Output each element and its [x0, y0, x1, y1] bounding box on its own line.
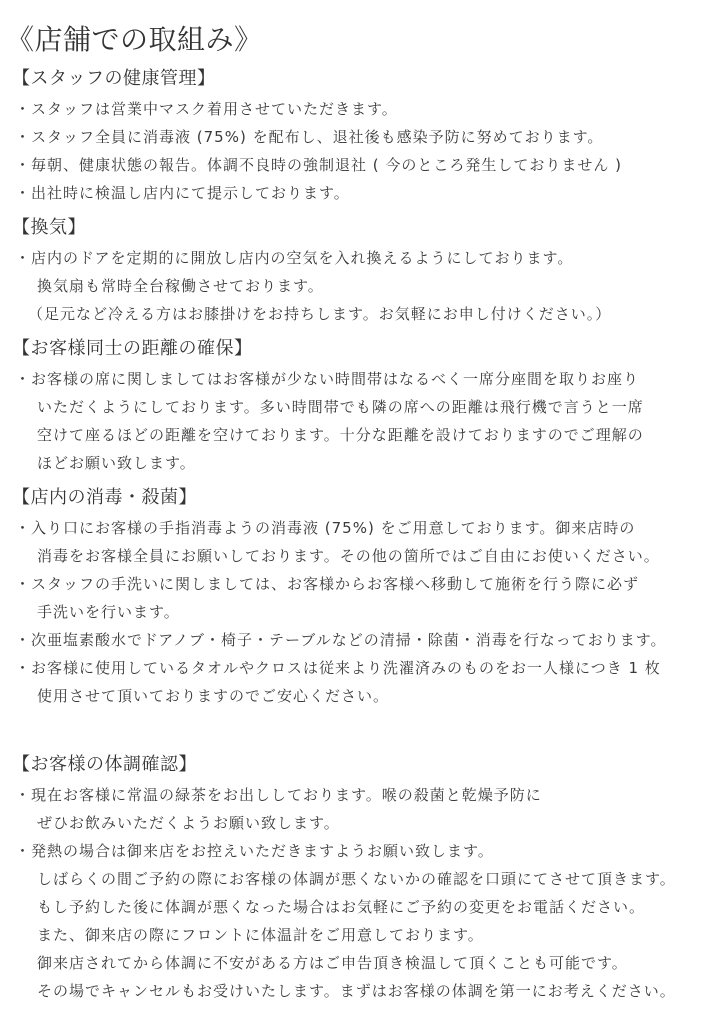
- section-heading-distancing: 【お客様同士の距離の確保】: [12, 338, 253, 359]
- continuation-line: 換気扇も常時全台稼働させております。: [37, 277, 324, 295]
- section-disinfection: [0, 481, 704, 710]
- continuation-line: （足元など冷える方はお膝掛けをお持ちします。お気軽にお申し付けください。）: [28, 305, 612, 323]
- section-heading-health-check: 【お客様の体調確認】: [12, 754, 197, 775]
- section-staff-health: [0, 62, 704, 207]
- continuation-line: しばらくの間ご予約の際にお客様の体調が悪くないかの確認を口頭にてさせて頂きます。: [37, 870, 676, 888]
- continuation-line: その場でキャンセルもお受けいたします。まずはお客様の体調を第一にお考えください。: [37, 982, 676, 1000]
- continuation-line: 消毒をお客様全員にお願いしております。その他の箇所ではご自由にお使いください。: [37, 547, 660, 565]
- section-health-check: [0, 748, 704, 1005]
- bullet-line: ・スタッフの手洗いに関しましては、お客様からお客様へ移動して施術を行う際に必ず: [15, 575, 640, 593]
- continuation-line: また、御来店の際にフロントに体温計をご用意しております。: [37, 926, 484, 944]
- bullet-line: ・店内のドアを定期的に開放し店内の空気を入れ換えるようにしております。: [15, 249, 574, 267]
- bullet-line: ・入り口にお客様の手指消毒ようの消毒液 (75%) をご用意しております。御来店時の: [15, 519, 636, 537]
- bullet-line: ・毎朝、健康状態の報告。体調不良時の強制退社 ( 今のところ発生しておりません ): [15, 156, 623, 174]
- bullet-line: ・スタッフ全員に消毒液 (75%) を配布し、退社後も感染予防に努めております。: [15, 128, 604, 146]
- section-heading-staff-health: 【スタッフの健康管理】: [12, 68, 216, 89]
- page-title: 《店舗での取組み》: [6, 23, 263, 56]
- section-distancing: [0, 332, 704, 477]
- continuation-line: 手洗いを行います。: [37, 603, 180, 621]
- bullet-line: ・次亜塩素酸水でドアノブ・椅子・テーブルなどの清掃・除菌・消毒を行なっております。: [15, 631, 667, 649]
- bullet-line: ・スタッフは営業中マスク着用させていただきます。: [15, 100, 398, 118]
- continuation-line: ほどお願い致します。: [37, 454, 196, 472]
- section-heading-ventilation: 【換気】: [12, 217, 86, 238]
- continuation-line: 空けて座るほどの距離を空けております。十分な距離を設けておりますのでご理解の: [37, 426, 644, 444]
- continuation-line: 使用させて頂いておりますのでご安心ください。: [37, 687, 390, 705]
- continuation-line: いただくようにしております。多い時間帯でも隣の席への距離は飛行機で言うと一席: [37, 398, 644, 416]
- continuation-line: もし予約した後に体調が悪くなった場合はお気軽にご予約の変更をお電話ください。: [37, 898, 646, 916]
- blank-spacer: [0, 710, 704, 744]
- continuation-line: 御来店されてから体調に不安がある方はご申告頂き検温して頂くことも可能です。: [37, 954, 628, 972]
- continuation-line: ぜひお飲みいただくようお願い致します。: [37, 814, 340, 832]
- bullet-line: ・出社時に検温し店内にて提示しております。: [15, 184, 350, 202]
- bullet-line: ・お客様に使用しているタオルやクロスは従来より洗濯済みのものをお一人様につき 1 枚: [15, 659, 661, 677]
- bullet-line: ・お客様の席に関しましてはお客様が少ない時間帯はなるべく一席分座間を取りお座り: [15, 370, 640, 388]
- bullet-line: ・発熱の場合は御来店をお控えいただきますようお願い致します。: [15, 842, 494, 860]
- bullet-line: ・現在お客様に常温の緑茶をお出ししております。喉の殺菌と乾燥予防に: [15, 786, 542, 804]
- section-heading-disinfection: 【店内の消毒・殺菌】: [12, 487, 197, 508]
- section-ventilation: [0, 211, 704, 328]
